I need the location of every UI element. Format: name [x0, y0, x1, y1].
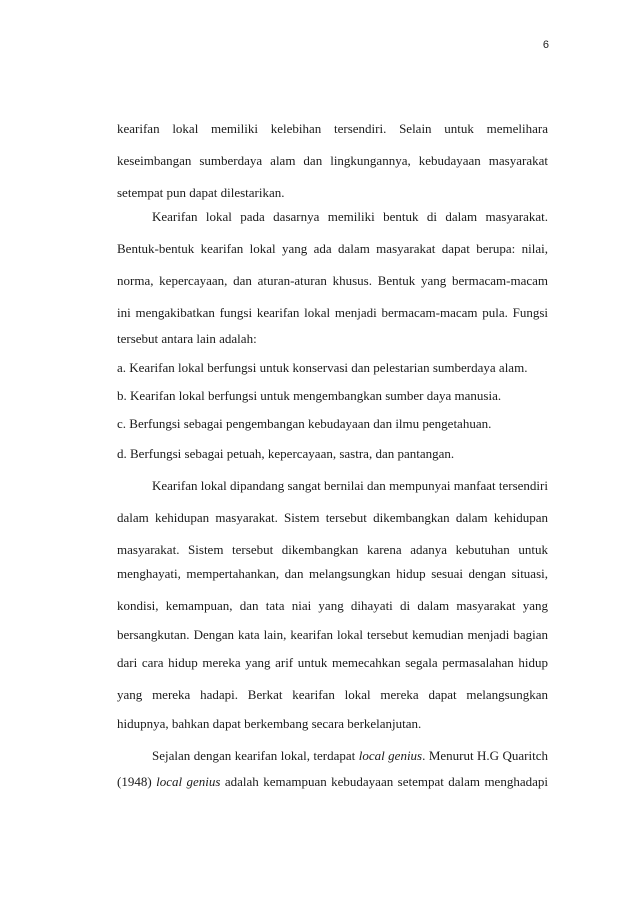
- text-line: yang mereka hadapi. Berkat kearifan lokal mereka dapat melangsungkan: [117, 687, 548, 702]
- text-line: masyarakat. Sistem tersebut dikembangkan karena adanya kebutuhan untuk: [117, 542, 548, 557]
- text-line: dalam kehidupan masyarakat. Sistem tersebut dikembangkan dalam kehidupan: [117, 510, 548, 525]
- page-number: 6: [542, 39, 549, 51]
- text-line: hidupnya, bahkan dapat berkembang secara berkelanjutan.: [117, 716, 422, 731]
- text-line: dari cara hidup mereka yang arif untuk memecahkan segala permasalahan hidup: [117, 655, 548, 670]
- text-line: norma, kepercayaan, dan aturan-aturan khusus. Bentuk yang bermacam-macam: [117, 273, 548, 288]
- text-line: bersangkutan. Dengan kata lain, kearifan lokal tersebut kemudian menjadi bagian: [117, 627, 548, 642]
- text-segment: . Menurut H.G Quaritch: [422, 748, 548, 763]
- text-line: Bentuk-bentuk kearifan lokal yang ada dalam masyarakat dapat berupa: nilai,: [117, 241, 548, 256]
- text-line: keseimbangan sumberdaya alam dan lingkungannya, kebudayaan masyarakat: [117, 153, 548, 168]
- text-line: Kearifan lokal pada dasarnya memiliki bentuk di dalam masyarakat.: [152, 209, 548, 224]
- list-item: a. Kearifan lokal berfungsi untuk konservasi dan pelestarian sumberdaya alam.: [117, 360, 528, 375]
- text-line: kearifan lokal memiliki kelebihan tersendiri. Selain untuk memelihara: [117, 121, 548, 136]
- italic-term: local genius: [156, 774, 221, 789]
- text-line: ini mengakibatkan fungsi kearifan lokal menjadi bermacam-macam pula. Fungsi: [117, 305, 548, 320]
- text-line: tersebut antara lain adalah:: [117, 331, 257, 346]
- text-line: setempat pun dapat dilestarikan.: [117, 185, 285, 200]
- text-line: menghayati, mempertahankan, dan melangsungkan hidup sesuai dengan situasi,: [117, 566, 548, 581]
- text-segment: adalah kemampuan kebudayaan setempat dalam menghadapi: [220, 774, 548, 789]
- text-line: kondisi, kemampuan, dan tata niai yang dihayati di dalam masyarakat yang: [117, 598, 548, 613]
- list-item: d. Berfungsi sebagai petuah, kepercayaan, sastra, dan pantangan.: [117, 446, 455, 461]
- text-line: Kearifan lokal dipandang sangat bernilai dan mempunyai manfaat tersendiri: [152, 478, 548, 493]
- italic-term: local genius: [358, 748, 423, 763]
- text-segment: (1948): [117, 774, 157, 789]
- text-segment: Sejalan dengan kearifan lokal, terdapat: [152, 748, 359, 763]
- text-line: [117, 748, 548, 764]
- text-line: [117, 774, 548, 790]
- list-item: b. Kearifan lokal berfungsi untuk mengembangkan sumber daya manusia.: [117, 388, 502, 403]
- list-item: c. Berfungsi sebagai pengembangan kebudayaan dan ilmu pengetahuan.: [117, 416, 492, 431]
